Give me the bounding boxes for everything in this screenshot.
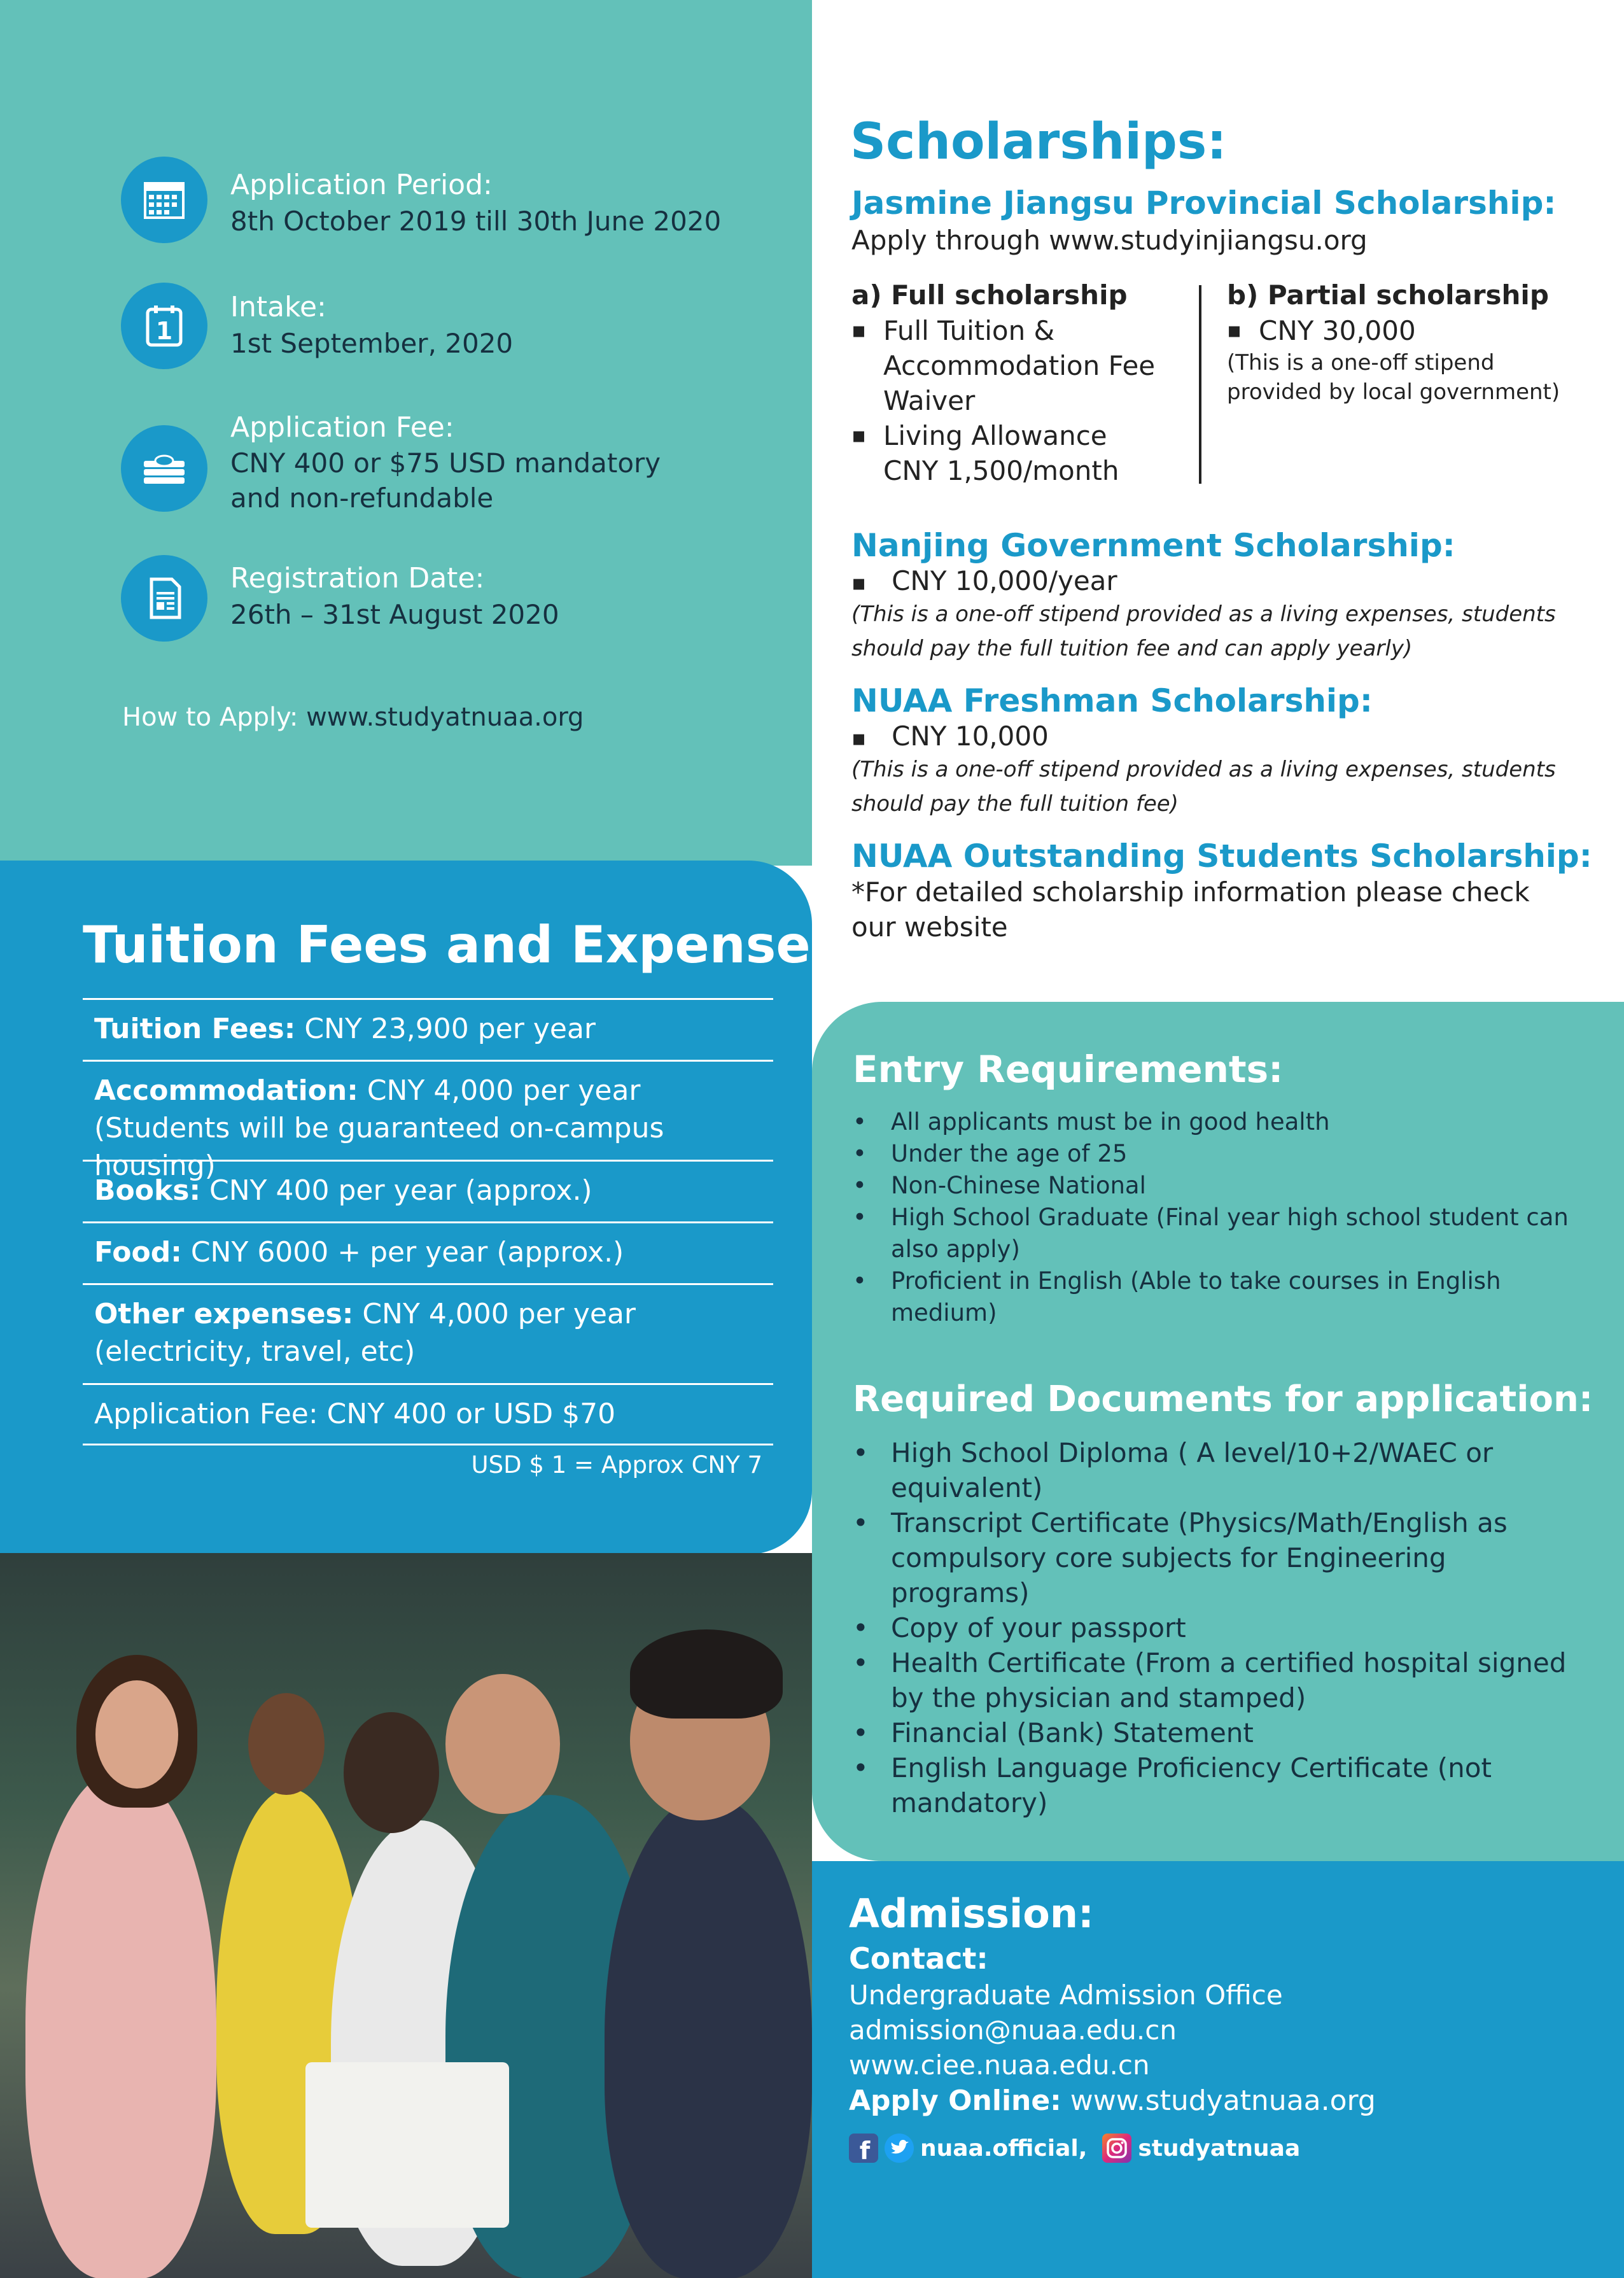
facebook-icon[interactable] — [849, 2134, 878, 2163]
full-scholarship-list — [851, 313, 1170, 488]
fee-label: Food: — [94, 1236, 182, 1269]
fee-value: CNY 4,000 per year (Students will be guaranteed on-campus housing) — [94, 1074, 664, 1182]
list-item: • Proficient in English (Able to take courses in English medium) — [891, 1265, 1591, 1329]
freshman-title: NUAA Freshman Scholarship: — [851, 682, 1373, 719]
amount-text: CNY 10,000/year — [892, 565, 1117, 596]
calendar-icon — [121, 157, 207, 243]
nanjing-title: Nanjing Government Scholarship: — [851, 527, 1455, 564]
admission-title: Admission: — [849, 1890, 1094, 1937]
entry-requirements-list — [853, 1106, 1591, 1329]
twitter-icon[interactable] — [885, 2134, 914, 2163]
apply-online — [849, 2085, 1376, 2117]
apply-online-label: Apply Online: — [849, 2085, 1061, 2117]
amount-text: CNY 10,000 — [892, 721, 1049, 752]
list-item: • Under the age of 25 — [891, 1138, 1591, 1170]
admission-website-link[interactable]: www.ciee.nuaa.edu.cn — [849, 2049, 1150, 2081]
list-item: • Health Certificate (From a certified hospital signed by the physician and stamped) — [891, 1645, 1591, 1715]
list-item: ▪ CNY 30,000 — [1259, 313, 1583, 348]
list-item: • All applicants must be in good health — [891, 1106, 1591, 1138]
social-handle-fb-twitter[interactable]: nuaa.official, — [920, 2135, 1088, 2162]
how-to-apply-link[interactable]: www.studyatnuaa.org — [306, 703, 584, 732]
fee-label: Books: — [94, 1174, 201, 1207]
list-item: • High School Graduate (Final year high school student can also apply) — [891, 1202, 1591, 1265]
svg-text:1: 1 — [155, 317, 173, 345]
full-scholarship-head: a) Full scholarship — [851, 279, 1128, 311]
fee-row-books — [83, 1160, 773, 1221]
fee-label: Other expenses: — [94, 1298, 354, 1330]
list-item: • Non-Chinese National — [891, 1170, 1591, 1202]
day-calendar-icon — [121, 283, 207, 369]
fee-value: CNY 6000 + per year (approx.) — [181, 1236, 624, 1269]
partial-scholarship — [1227, 278, 1583, 407]
application-fee-line-2: and non-refundable — [230, 482, 494, 514]
required-documents-list — [853, 1435, 1591, 1820]
freshman-note: (This is a one-off stipend provided as a living expenses, students should pay the full tuition fee) — [851, 757, 1556, 817]
document-icon — [121, 555, 207, 642]
how-to-apply — [122, 703, 584, 732]
fee-value: CNY 400 per year (approx.) — [200, 1174, 592, 1207]
jasmine-apply: Apply through www.studyinjiangsu.org — [851, 225, 1368, 256]
list-item: • Copy of your passport — [891, 1610, 1591, 1645]
required-documents-title: Required Documents for application: — [853, 1379, 1593, 1420]
list-item: • High School Diploma ( A level/10+2/WAEC or equivalent) — [891, 1435, 1591, 1505]
list-item: • English Language Proficiency Certificate (not mandatory) — [891, 1750, 1591, 1820]
exchange-rate-note: USD $ 1 = Approx CNY 7 — [471, 1451, 762, 1479]
fee-row-other — [83, 1283, 773, 1383]
registration-date-title: Registration Date: — [230, 562, 485, 594]
fee-row-tuition — [83, 998, 773, 1060]
how-to-apply-label: How to Apply: — [122, 703, 298, 732]
instagram-icon[interactable] — [1102, 2134, 1131, 2163]
list-item: • Financial (Bank) Statement — [891, 1715, 1591, 1750]
money-icon — [121, 425, 207, 512]
social-links — [849, 2134, 1300, 2163]
registration-date-text: 26th – 31st August 2020 — [230, 599, 559, 630]
partial-scholarship-head: b) Partial scholarship — [1227, 279, 1549, 311]
column-divider — [1199, 285, 1201, 484]
list-item: • Transcript Certificate (Physics/Math/English as compulsory core subjects for Engineering programs) — [891, 1505, 1591, 1610]
nanjing-note: (This is a one-off stipend provided as a living expenses, students should pay the full tuition fee and can apply yearly) — [851, 601, 1556, 661]
partial-scholarship-list — [1227, 313, 1583, 348]
svg-text:f: f — [859, 2137, 871, 2163]
jasmine-title: Jasmine Jiangsu Provincial Scholarship: — [851, 185, 1557, 221]
social-handle-instagram[interactable]: studyatnuaa — [1138, 2135, 1301, 2162]
tuition-title: Tuition Fees and Expenses: — [83, 915, 862, 974]
fee-label: Tuition Fees: — [94, 1013, 296, 1045]
freshman-amount: ▪ CNY 10,000 — [851, 721, 1049, 752]
intake-text: 1st September, 2020 — [230, 328, 514, 359]
fee-row-food — [83, 1221, 773, 1283]
students-photo — [0, 1553, 812, 2278]
fee-value: CNY 23,900 per year — [295, 1013, 596, 1045]
application-fee-line-1: CNY 400 or $75 USD mandatory — [230, 447, 661, 479]
apply-online-link[interactable]: www.studyatnuaa.org — [1061, 2085, 1376, 2117]
admission-office: Undergraduate Admission Office — [849, 1979, 1283, 2011]
application-period-text: 8th October 2019 till 30th June 2020 — [230, 206, 722, 237]
partial-scholarship-note: (This is a one-off stipend provided by local government) — [1227, 350, 1560, 405]
fee-row-accommodation — [83, 1060, 773, 1182]
scholarships-title: Scholarships: — [850, 113, 1227, 171]
outstanding-title: NUAA Outstanding Students Scholarship: — [851, 838, 1592, 875]
application-fee-title: Application Fee: — [230, 411, 454, 444]
application-period-title: Application Period: — [230, 169, 493, 201]
fee-value: Application Fee: CNY 400 or USD $70 — [94, 1398, 616, 1430]
nanjing-amount: ▪ CNY 10,000/year — [851, 565, 1117, 596]
list-item: ▪ Full Tuition & Accommodation Fee Waiver — [883, 313, 1170, 418]
contact-label: Contact: — [849, 1941, 988, 1976]
intake-title: Intake: — [230, 291, 326, 323]
admission-email-link[interactable]: admission@nuaa.edu.cn — [849, 2014, 1177, 2046]
fee-divider — [83, 1444, 773, 1445]
fee-row-application — [83, 1383, 773, 1444]
full-scholarship — [851, 278, 1170, 488]
fee-label: Accommodation: — [94, 1074, 358, 1107]
fee-value: CNY 4,000 per year (electricity, travel, etc) — [94, 1298, 636, 1368]
entry-requirements-title: Entry Requirements: — [853, 1048, 1284, 1091]
list-item: ▪ Living Allowance CNY 1,500/month — [883, 418, 1170, 488]
outstanding-text: *For detailed scholarship information please check our website — [851, 876, 1530, 943]
